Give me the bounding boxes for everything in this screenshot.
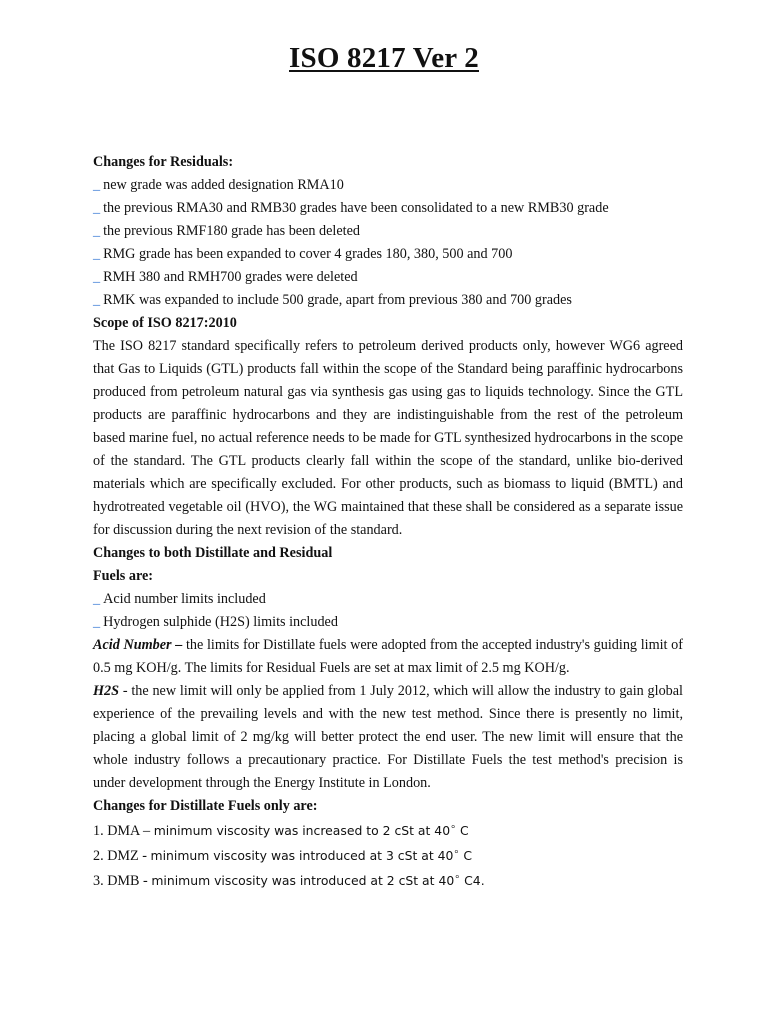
scope-paragraph: The ISO 8217 standard specifically refers to petroleum derived products only, however WG6 agreed that Gas to Liquids (GTL) products fall within the scope of the Standard being paraffinic hydrocarbons produced from petroleum natural gas via synthesis gas using gas to liquids technology. Since the GTL products are paraffinic hydrocarbons and they are indistinguishable from the rest of the petroleum based marine fuel, no actual reference needs to be made for GTL synthesized hydrocarbons in the scope of the standard. The GTL products clearly fall within the scope of the standard, unlike bio-derived materials which are specifically excluded. For other products, such as biomass to liquid (BMTL) and hydrotreated vegetable oil (HVO), the WG maintained that these shall be considered as a separate issue for discussion during the next revision of the standard.	[93, 338, 683, 538]
bullet-glyph: _	[93, 223, 101, 239]
degree-symbol: °	[451, 824, 456, 835]
both-item: _ Acid number limits included	[93, 591, 266, 607]
residuals-item: _ the previous RMA30 and RMB30 grades have been consolidated to a new RMB30 grade	[93, 200, 609, 216]
distillate-item: 3. DMB - minimum viscosity was introduced at 2 cSt at 40° C4.	[93, 873, 485, 889]
bullet-glyph: _	[93, 292, 101, 308]
residuals-item: _ the previous RMF180 grade has been deleted	[93, 223, 360, 239]
h2s-text: - the new limit will only be applied from 1 July 2012, which will allow the industry to gain global experience of the prevailing levels and with the new test method. Since there is presently no limit, placing a global limit of 2 mg/kg will better protect the end user. The new limit will ensure that the whole industry follows a precautionary practice. For Distillate Fuels the test method's precision is under development through the Energy Institute in London.	[93, 683, 683, 791]
both-heading-cont: Fuels are:	[93, 568, 154, 584]
bullet-glyph: _	[93, 246, 101, 262]
acid-number-paragraph	[93, 634, 683, 680]
degree-symbol: °	[455, 874, 460, 885]
bullet-glyph: _	[93, 614, 101, 630]
residuals-item: _ RMH 380 and RMH700 grades were deleted	[93, 269, 358, 285]
distillate-heading: Changes for Distillate Fuels only are:	[93, 798, 318, 814]
residuals-item: _ new grade was added designation RMA10	[93, 177, 344, 193]
bullet-glyph: _	[93, 200, 101, 216]
scope-heading: Scope of ISO 8217:2010	[93, 315, 237, 331]
distillate-item: 1. DMA – minimum viscosity was increased to 2 cSt at 40° C	[93, 823, 469, 839]
h2s-paragraph	[93, 680, 683, 795]
distillate-item: 2. DMZ - minimum viscosity was introduced at 3 cSt at 40° C	[93, 848, 473, 864]
degree-symbol: °	[454, 849, 459, 860]
bullet-glyph: _	[93, 269, 101, 285]
document-body	[93, 151, 683, 893]
both-heading: Changes to both Distillate and Residual	[93, 545, 333, 561]
both-item: _ Hydrogen sulphide (H2S) limits included	[93, 614, 338, 630]
bullet-glyph: _	[93, 591, 101, 607]
residuals-heading: Changes for Residuals:	[93, 154, 234, 170]
acid-number-text: the limits for Distillate fuels were adopted from the accepted industry's guiding limit of 0.5 mg KOH/g. The limits for Residual Fuels are set at max limit of 2.5 mg KOH/g.	[93, 637, 683, 676]
acid-number-label: Acid Number –	[93, 637, 183, 653]
residuals-item: _ RMG grade has been expanded to cover 4 grades 180, 380, 500 and 700	[93, 246, 513, 262]
h2s-label: H2S	[93, 683, 120, 699]
residuals-item: _ RMK was expanded to include 500 grade, apart from previous 380 and 700 grades	[93, 292, 572, 308]
document-title: ISO 8217 Ver 2	[289, 42, 479, 74]
bullet-glyph: _	[93, 177, 101, 193]
